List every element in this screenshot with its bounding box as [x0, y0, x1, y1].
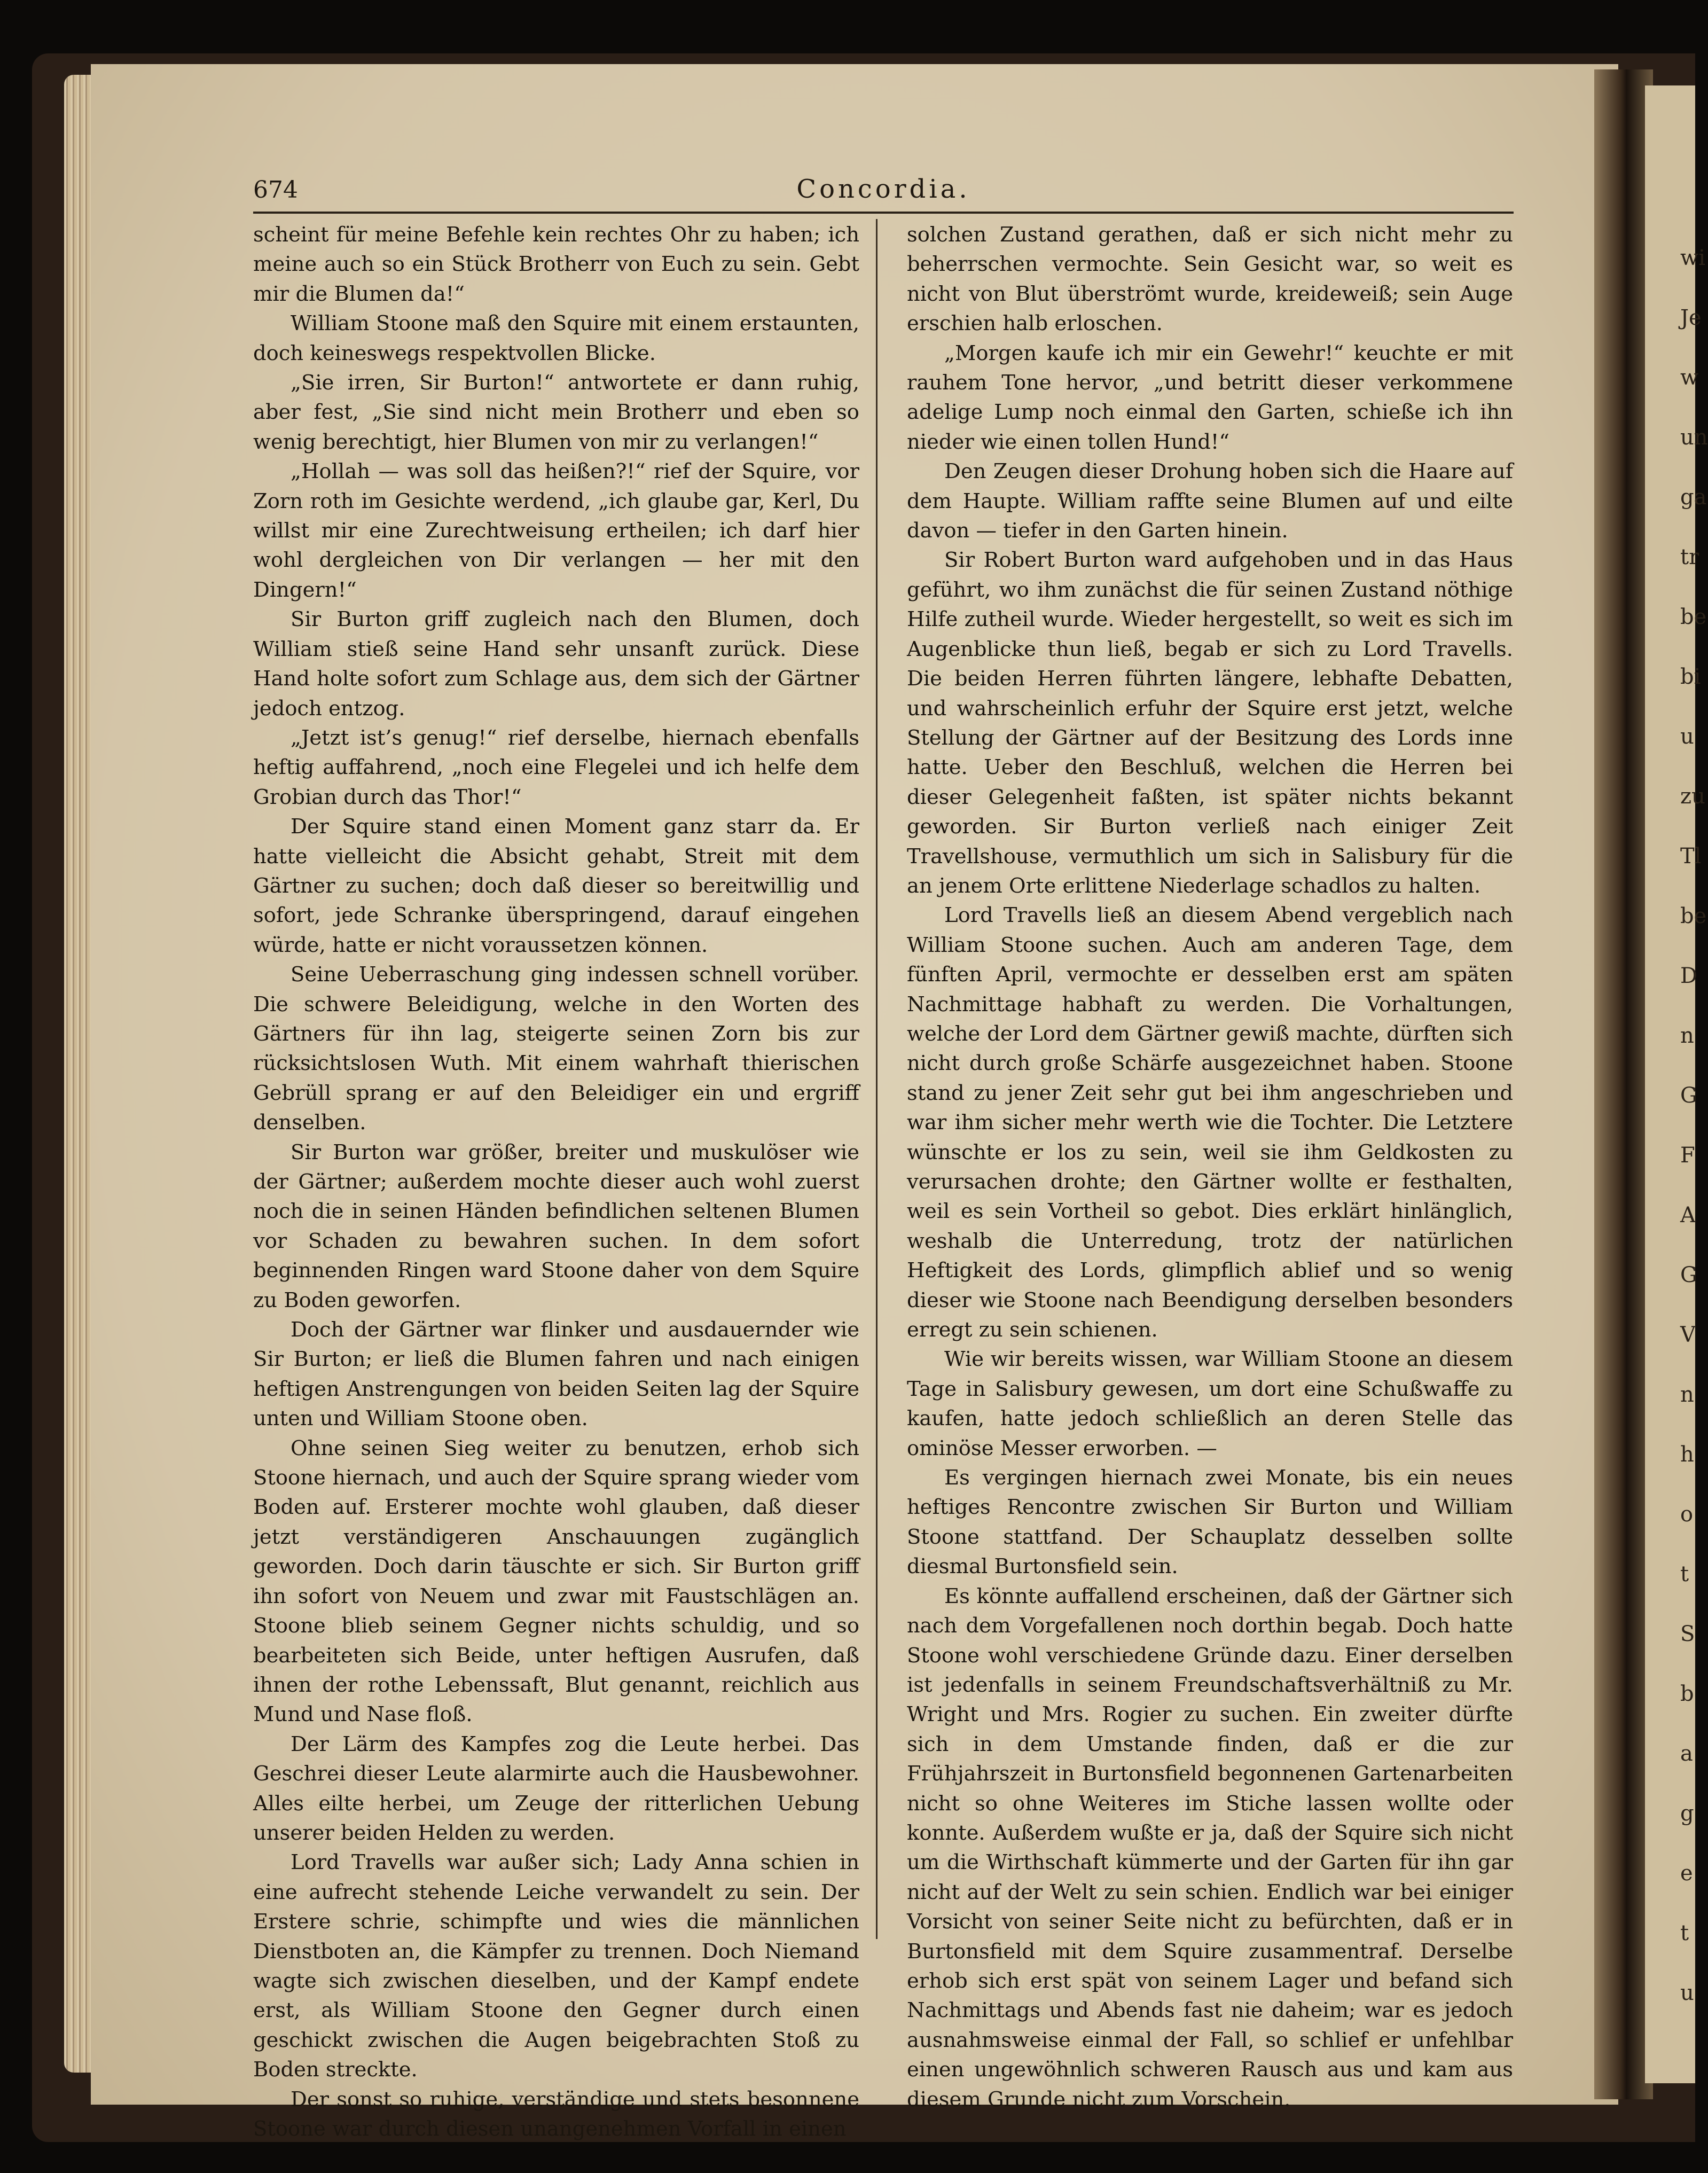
next-page-fragment: o	[1680, 1502, 1694, 1527]
next-page-fragment: a	[1680, 1741, 1693, 1766]
paragraph: „Morgen kaufe ich mir ein Gewehr!“ keuchte er mit rauhem Tone hervor, „und betritt dieser verkommene adelige Lump noch einmal den Garten, schieße ich ihn nieder wie einen tollen Hund!“	[907, 341, 1513, 454]
paragraph: scheint für meine Befehle kein rechtes Ohr zu haben; ich meine auch so ein Stück Brotherr von Euch zu sein. Gebt mir die Blumen da!“	[253, 223, 859, 306]
next-page-fragment: be	[1680, 904, 1707, 928]
paragraph: Sir Burton war größer, breiter und muskulöser wie der Gärtner; außerdem mochte dieser auch wohl zuerst noch die in seinen Händen befindlichen seltenen Blumen vor Schaden zu bewahren suchen. In dem sofort beginnenden Ringen ward Stoone daher von dem Squire zu Boden geworfen.	[253, 1140, 859, 1312]
paragraph: Doch der Gärtner war flinker und ausdauernder wie Sir Burton; er ließ die Blumen fahren und nach einigen heftigen Anstrengungen von beiden Seiten lag der Squire unten und William Stoone oben.	[253, 1318, 859, 1431]
next-page-fragment: u	[1680, 724, 1694, 749]
next-page-fragment: ga	[1680, 485, 1707, 510]
paragraph: Den Zeugen dieser Drohung hoben sich die Haare auf dem Haupte. William raffte seine Blumen auf und eilte davon — tiefer in den Garten hinein.	[907, 459, 1513, 543]
next-page-fragment: b	[1680, 1682, 1694, 1706]
paragraph: Der Squire stand einen Moment ganz starr da. Er hatte vielleicht die Absicht gehabt, Streit mit dem Gärtner zu suchen; doch daß dieser so bereitwillig und sofort, jede Schranke überspringend, darauf eingehen würde, hatte er nicht voraussetzen können.	[253, 815, 859, 957]
next-page-fragment: G	[1680, 1263, 1697, 1287]
next-page-fragment: u	[1680, 1981, 1694, 2005]
next-page-fragment: g	[1680, 1801, 1694, 1826]
paragraph: Wie wir bereits wissen, war William Stoone an diesem Tage in Salisbury gewesen, um dort eine Schußwaffe zu kaufen, hatte jedoch schließlich an deren Stelle das ominöse Messer erworben. —	[907, 1347, 1513, 1460]
paragraph: Lord Travells war außer sich; Lady Anna schien in eine aufrecht stehende Leiche verwandelt zu sein. Der Erstere schrie, schimpfte und wies die männlichen Dienstboten an, die Kämpfer zu trennen. Doch Niemand wagte sich zwischen dieselben, und der Kampf endete erst, als William Stoone den Gegner durch einen geschickt zwischen die Augen beigebrachten Stoß zu Boden streckte.	[253, 1850, 859, 2082]
right-column	[907, 220, 1513, 2114]
next-page-fragment: n	[1680, 1023, 1694, 1048]
paragraph: Es könnte auffallend erscheinen, daß der Gärtner sich nach dem Vorgefallenen noch dorthin begab. Doch hatte Stoone wohl verschiedene Gründe dazu. Einer derselben ist jedenfalls in seinem Freundschaftsverhältniß zu Mr. Wright und Mrs. Rogier zu suchen. Ein zweiter dürfte sich in dem Umstande finden, daß er die zur Frühjahrszeit in Burtonsfield begonnenen Gartenarbeiten nicht so ohne Weiteres im Stiche lassen wollte oder konnte. Außerdem wußte er ja, daß der Squire sich nicht um die Wirthschaft kümmerte und der Garten für ihn gar nicht auf der Welt zu sein schien. Endlich war bei einiger Vorsicht von seiner Seite nicht zu befürchten, daß er in Burtonsfield mit dem Squire zusammentraf. Derselbe erhob sich erst spät von seinem Lager und befand sich Nachmittags und Abends fast nie daheim; war es jedoch ausnahmsweise einmal der Fall, so schlief er unfehlbar einen ungewöhnlich schweren Rausch aus und kam aus diesem Grunde nicht zum Vorschein.	[907, 1584, 1513, 2112]
next-page-fragment: D	[1680, 964, 1698, 988]
next-page-fragment: w	[1680, 365, 1699, 390]
book-gutter	[1594, 69, 1653, 2099]
next-page-fragment: V	[1680, 1323, 1696, 1347]
paragraph: William Stoone maß den Squire mit einem erstaunten, doch keineswegs respektvollen Blicke.	[253, 311, 859, 365]
next-page-fragment: A	[1680, 1203, 1696, 1228]
next-page-fragment: t	[1680, 1921, 1689, 1945]
paragraph: Lord Travells ließ an diesem Abend vergeblich nach William Stoone suchen. Auch am anderen Tage, dem fünften April, vermochte er desselben erst am späten Nachmittage habhaft zu werden. Die Vorhaltungen, welche der Lord dem Gärtner gewiß machte, dürften sich nicht durch große Schärfe ausgezeichnet haben. Stoone stand zu jener Zeit sehr gut bei ihm angeschrieben und war ihm sicher mehr werth wie die Tochter. Die Letztere wünschte er los zu sein, weil sie ihm Geldkosten zu verursachen drohte; den Gärtner wollte er festhalten, weil es sein Vortheil so gebot. Dies erklärt hinlänglich, weshalb die Unterredung, trotz der natürlichen Heftigkeit des Lords, glimpflich ablief und so wenig dieser wie Stoone nach Beendigung derselben besonders erregt zu sein schienen.	[907, 903, 1513, 1342]
next-page-fragment: S	[1680, 1622, 1695, 1646]
next-page-fragment: F	[1680, 1143, 1695, 1168]
left-column	[253, 220, 859, 2144]
next-page-fragment: n	[1680, 1382, 1694, 1407]
next-page-fragment: be	[1680, 605, 1707, 629]
paragraph: Sir Burton griff zugleich nach den Blumen, doch William stieß seine Hand sehr unsanft zurück. Diese Hand holte sofort zum Schlage aus, dem sich der Gärtner jedoch entzog.	[253, 607, 859, 721]
paragraph: „Hollah — was soll das heißen?!“ rief der Squire, vor Zorn roth im Gesichte werdend, „ich glaube gar, Kerl, Du willst mir eine Zurechtweisung ertheilen; ich darf hier wohl dergleichen von Dir verlangen — her mit den Dingern!“	[253, 459, 859, 602]
next-page-edge	[1645, 85, 1708, 2083]
next-page-fragment: Tl	[1680, 844, 1702, 869]
next-page-fragment: t	[1680, 1562, 1689, 1586]
page-number: 674	[253, 176, 298, 204]
paragraph: Der sonst so ruhige, verständige und stets besonnene Stoone war durch diesen unangenehmen Vorfall in einen	[253, 2087, 859, 2141]
next-page-fragment: bi	[1680, 665, 1701, 689]
next-page-fragment: G	[1680, 1083, 1697, 1108]
paragraph: „Sie irren, Sir Burton!“ antwortete er dann ruhig, aber fest, „Sie sind nicht mein Brotherr und eben so wenig berechtigt, hier Blumen von mir zu verlangen!“	[253, 371, 859, 454]
paragraph: Ohne seinen Sieg weiter zu benutzen, erhob sich Stoone hiernach, und auch der Squire sprang wieder vom Boden auf. Ersterer mochte wohl glauben, daß dieser jetzt verständigeren Anschauungen zugänglich geworden. Doch darin täuschte er sich. Sir Burton griff ihn sofort von Neuem und zwar mit Faustschlägen an. Stoone blieb seinem Gegner nichts schuldig, und so bearbeiteten sich Beide, unter heftigen Ausrufen, daß ihnen der rothe Lebenssaft, Blut genannt, reichlich aus Mund und Nase floß.	[253, 1436, 859, 1727]
column-divider	[876, 219, 877, 1939]
paragraph: Seine Ueberraschung ging indessen schnell vorüber. Die schwere Beleidigung, welche in den Worten des Gärtners für ihn lag, steigerte seinen Zorn bis zur rücksichtslosen Wuth. Mit einem wahrhaft thierischen Gebrüll sprang er auf den Beleidiger ein und ergriff denselben.	[253, 963, 859, 1135]
journal-title: Concordia.	[796, 174, 970, 204]
next-page-fragment: wi	[1680, 246, 1706, 270]
next-page-fragment: e	[1680, 1861, 1693, 1886]
next-page-fragment: Je	[1680, 306, 1702, 330]
paragraph: „Jetzt ist’s genug!“ rief derselbe, hiernach ebenfalls heftig auffahrend, „noch eine Flegelei und ich helfe dem Grobian durch das Thor!“	[253, 725, 859, 809]
next-page-fragment: un	[1680, 425, 1708, 450]
paragraph: Der Lärm des Kampfes zog die Leute herbei. Das Geschrei dieser Leute alarmirte auch die Hausbewohner. Alles eilte herbei, um Zeuge der ritterlichen Uebung unserer beiden Helden zu werden.	[253, 1732, 859, 1845]
next-page-fragment: tr	[1680, 545, 1699, 569]
paragraph: Sir Robert Burton ward aufgehoben und in das Haus geführt, wo ihm zunächst die für seinen Zustand nöthige Hilfe zutheil wurde. Wieder hergestellt, so weit es sich im Augenblicke thun ließ, begab er sich zu Lord Travells. Die beiden Herren führten längere, lebhafte Debatten, und wahrscheinlich erfuhr der Squire erst jetzt, welche Stellung der Gärtner auf der Besitzung des Lords inne hatte. Ueber den Beschluß, welchen die Herren bei dieser Gelegenheit faßten, ist später nichts bekannt geworden. Sir Burton verließ nach einiger Zeit Travellshouse, vermuthlich um sich in Salisbury für die an jenem Orte erlittene Niederlage schadlos zu halten.	[907, 548, 1513, 898]
next-page-fragment: zu	[1680, 784, 1705, 809]
page-header	[253, 174, 1514, 214]
next-page-fragment: h	[1680, 1442, 1694, 1467]
paragraph: Es vergingen hiernach zwei Monate, bis ein neues heftiges Rencontre zwischen Sir Burton und William Stoone stattfand. Der Schauplatz desselben sollte diesmal Burtonsfield sein.	[907, 1466, 1513, 1579]
paragraph: solchen Zustand gerathen, daß er sich nicht mehr zu beherrschen vermochte. Sein Gesicht war, so weit es nicht von Blut überströmt wurde, kreideweiß; sein Auge erschien halb erloschen.	[907, 223, 1513, 336]
